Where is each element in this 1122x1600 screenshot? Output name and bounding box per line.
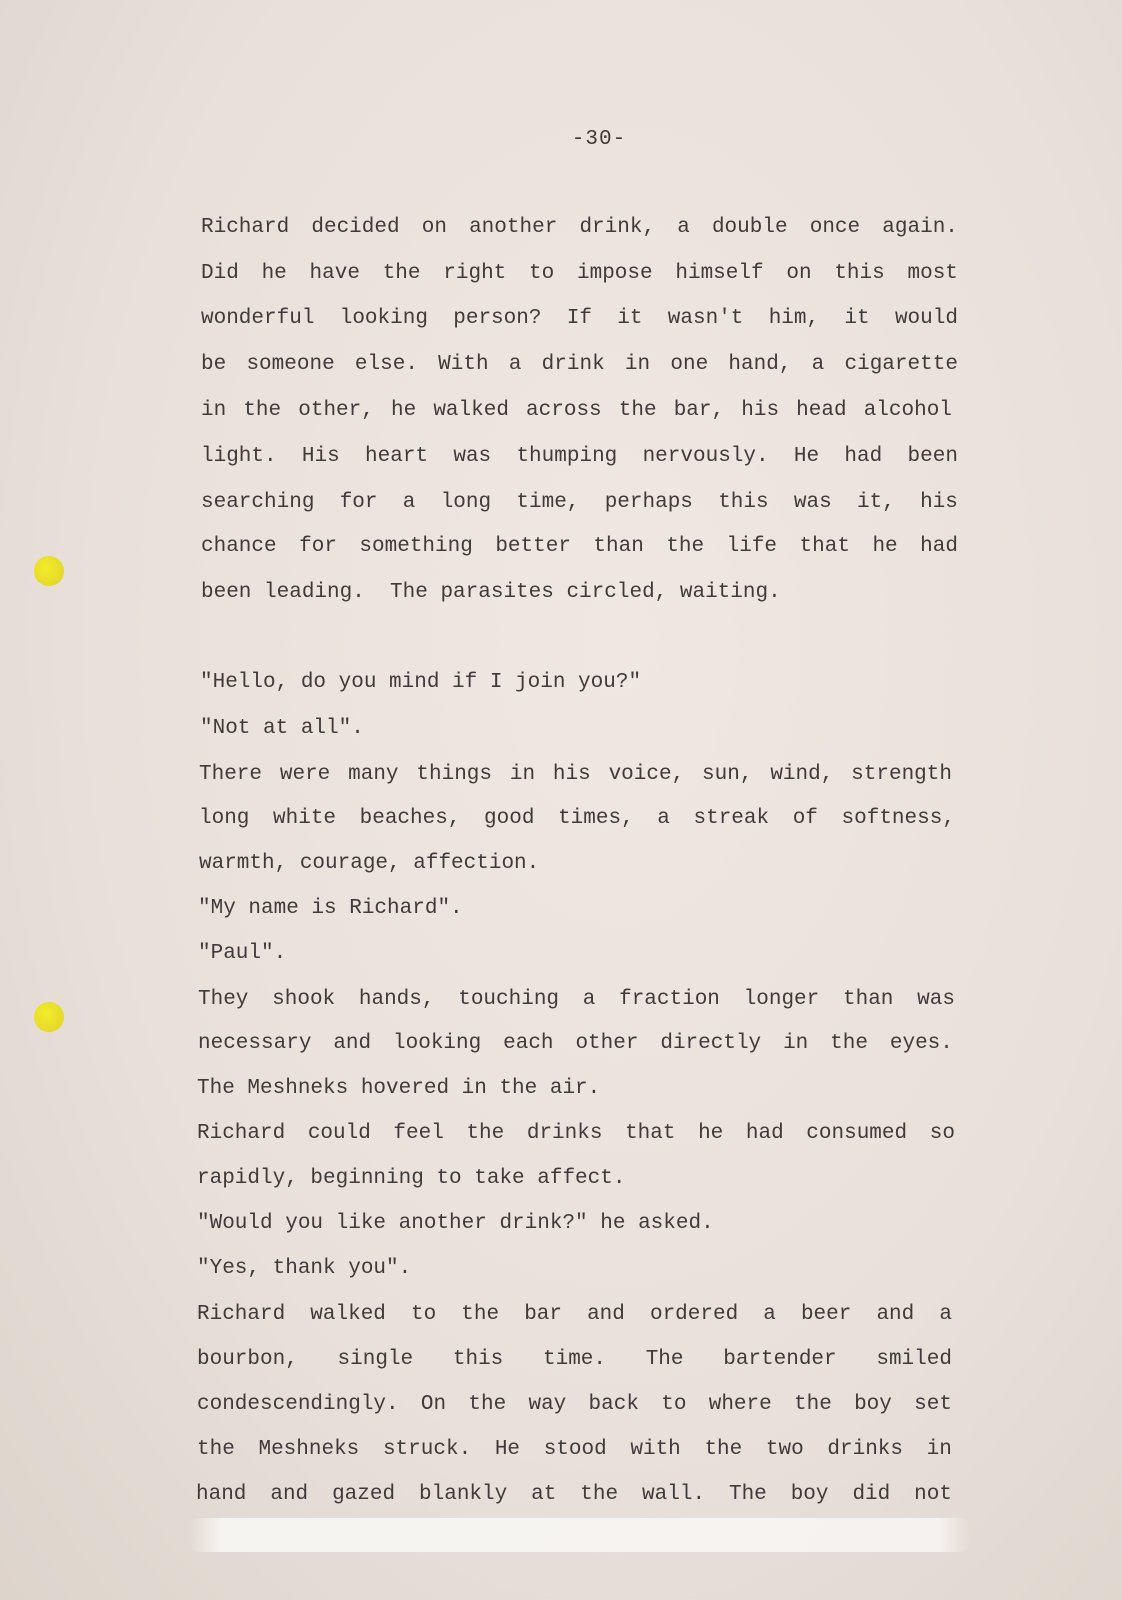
text-line: rapidly, beginning to take affect. (197, 1167, 626, 1190)
word: boy (790, 1483, 829, 1506)
word: shook (272, 988, 336, 1011)
word: his (920, 491, 958, 514)
word: on (786, 262, 812, 285)
word: a (939, 1303, 952, 1326)
word: heart (365, 445, 429, 468)
word: had (745, 1122, 784, 1145)
word: long (440, 491, 492, 514)
word: each (503, 1032, 554, 1055)
word: have (309, 262, 360, 285)
word: he (698, 1122, 724, 1145)
word: to (411, 1303, 437, 1326)
word: strength (851, 763, 952, 786)
word: else. (354, 353, 418, 376)
word: Richard (201, 216, 290, 239)
word: the (382, 262, 421, 285)
word: perhaps (604, 491, 693, 514)
word: drinks (827, 1438, 904, 1461)
word: was (793, 491, 832, 514)
word: chance (201, 535, 277, 558)
word: The (645, 1348, 684, 1371)
word: hand, (728, 353, 792, 376)
word: bar, (673, 399, 725, 422)
word: drinks (526, 1122, 603, 1145)
word: wall. (642, 1483, 706, 1506)
text-line: "My name is Richard". (198, 897, 463, 920)
word: than (842, 988, 894, 1011)
word: sun, (702, 763, 753, 786)
word: had (920, 535, 958, 558)
word: life (726, 535, 778, 558)
word: his (552, 763, 591, 786)
word: double (711, 216, 788, 239)
word: white (273, 807, 337, 830)
word: the (666, 535, 705, 558)
word: it (617, 307, 643, 330)
word: two (765, 1438, 804, 1461)
text-line (201, 490, 958, 516)
word: The (728, 1483, 767, 1506)
word: feel (393, 1122, 444, 1145)
text-line (201, 444, 958, 470)
text-line (201, 215, 958, 241)
word: where (708, 1393, 772, 1416)
word: a (402, 491, 416, 514)
word: a (763, 1303, 776, 1326)
word: thumping (516, 445, 618, 468)
tape-residue (190, 1518, 970, 1552)
word: longer (743, 988, 820, 1011)
word: smiled (876, 1348, 952, 1371)
word: were (279, 763, 331, 786)
word: With (438, 353, 489, 376)
word: His (301, 445, 340, 468)
text-line (197, 1347, 952, 1373)
word: light. (201, 445, 277, 468)
text-line: warmth, courage, affection. (199, 852, 540, 875)
word: better (495, 535, 571, 558)
text-line (198, 987, 955, 1013)
text-line (201, 534, 958, 560)
text-line (199, 806, 955, 832)
word: condescendingly. (197, 1393, 399, 1416)
word: in (624, 353, 651, 376)
text-line (201, 352, 958, 378)
word: bar (524, 1303, 562, 1326)
word: Richard (197, 1303, 286, 1326)
word: the (243, 399, 282, 422)
word: drink (541, 353, 605, 376)
word: he (390, 399, 417, 422)
word: other (575, 1032, 639, 1055)
word: times, (558, 807, 634, 830)
word: a (811, 353, 825, 376)
word: not (914, 1483, 952, 1506)
word: himself (675, 262, 764, 285)
word: fraction (619, 988, 720, 1011)
word: person? (453, 307, 542, 330)
word: stood (543, 1438, 607, 1461)
word: he (872, 535, 898, 558)
text-line: "Not at all". (200, 717, 364, 740)
word: decided (311, 216, 400, 239)
page-number: -30- (571, 128, 627, 151)
word: and (333, 1032, 372, 1055)
word: would (894, 307, 958, 330)
word: was (453, 445, 492, 468)
word: Richard (197, 1122, 286, 1145)
word: at (531, 1483, 557, 1506)
word: again. (882, 216, 958, 239)
word: something (359, 535, 473, 558)
word: There (199, 763, 263, 786)
word: walked (433, 399, 509, 422)
text-line (196, 1482, 952, 1508)
word: head (796, 399, 847, 422)
word: a (657, 807, 670, 830)
word: softness, (841, 807, 955, 830)
word: boy (854, 1393, 892, 1416)
punch-hole-dot (34, 556, 64, 586)
word: and (876, 1303, 915, 1326)
word: set (914, 1393, 952, 1416)
punch-hole-dot (34, 1002, 64, 1032)
word: bartender (723, 1348, 837, 1371)
word: wasn't (667, 307, 744, 330)
word: looking (393, 1032, 482, 1055)
word: looking (339, 307, 428, 330)
word: to (529, 262, 555, 285)
word: the (468, 1393, 507, 1416)
word: a (582, 988, 596, 1011)
word: that (625, 1122, 676, 1145)
word: They (198, 988, 249, 1011)
word: long (199, 807, 250, 830)
word: the (466, 1122, 505, 1145)
word: other, (298, 399, 374, 422)
word: a (677, 216, 690, 239)
word: back (588, 1393, 639, 1416)
word: If (566, 307, 592, 330)
word: it, (856, 491, 895, 514)
word: one (670, 353, 709, 376)
word: He (494, 1438, 521, 1461)
word: and (270, 1483, 309, 1506)
text-line (197, 1392, 952, 1418)
word: the (618, 399, 657, 422)
word: be (201, 353, 227, 376)
word: that (799, 535, 850, 558)
word: ordered (649, 1303, 739, 1326)
word: this (452, 1348, 504, 1371)
word: struck. (382, 1438, 472, 1461)
text-line (201, 261, 958, 287)
word: most (907, 262, 958, 285)
word: touching (458, 988, 560, 1011)
word: been (907, 445, 958, 468)
word: this (718, 491, 769, 514)
word: nervously. (642, 445, 769, 468)
word: in (509, 763, 536, 786)
word: cigarette (844, 353, 958, 376)
word: eyes. (889, 1032, 953, 1055)
word: with (630, 1438, 681, 1461)
text-line: "Yes, thank you". (197, 1257, 412, 1280)
word: voice, (608, 763, 685, 786)
text-line (197, 1302, 952, 1328)
word: another (469, 216, 558, 239)
word: it (844, 307, 870, 330)
word: than (593, 535, 644, 558)
word: wonderful (201, 307, 315, 330)
word: right (443, 262, 507, 285)
text-line: The Meshneks hovered in the air. (197, 1077, 601, 1100)
word: once (809, 216, 861, 239)
word: streak (693, 807, 770, 830)
word: the (197, 1438, 235, 1461)
word: in (783, 1032, 809, 1055)
word: of (792, 807, 818, 830)
word: consumed (806, 1122, 908, 1145)
word: bourbon, (197, 1348, 298, 1371)
word: He (793, 445, 820, 468)
word: necessary (198, 1032, 312, 1055)
word: could (307, 1122, 371, 1145)
word: impose (577, 262, 653, 285)
word: beer (800, 1303, 852, 1326)
word: things (416, 763, 493, 786)
word: on (421, 216, 447, 239)
word: for (339, 491, 378, 514)
word: across (526, 399, 602, 422)
word: the (830, 1032, 868, 1055)
word: the (461, 1303, 500, 1326)
word: blankly (419, 1483, 508, 1506)
word: this (834, 262, 885, 285)
word: him, (768, 307, 820, 330)
word: was (917, 988, 955, 1011)
word: in (926, 1438, 952, 1461)
text-line (197, 1121, 955, 1147)
word: a (508, 353, 522, 376)
word: the (704, 1438, 743, 1461)
word: single (337, 1348, 414, 1371)
word: drink, (579, 216, 656, 239)
word: good (484, 807, 535, 830)
word: time. (542, 1348, 606, 1371)
word: his (741, 399, 780, 422)
word: he (261, 262, 287, 285)
text-line: been leading. The parasites circled, waiting. (201, 581, 781, 604)
text-line: "Would you like another drink?" he asked. (197, 1212, 714, 1235)
word: walked (310, 1303, 386, 1326)
word: had (844, 445, 883, 468)
word: wind, (770, 763, 834, 786)
word: directly (660, 1032, 762, 1055)
text-line (201, 398, 952, 424)
word: beaches, (359, 807, 461, 830)
text-line: "Paul". (198, 942, 287, 965)
word: and (587, 1303, 625, 1326)
word: time, (516, 491, 580, 514)
word: someone (246, 353, 335, 376)
word: to (661, 1393, 687, 1416)
text-line (201, 306, 958, 332)
word: Did (201, 262, 239, 285)
word: many (348, 763, 399, 786)
word: the (580, 1483, 619, 1506)
text-line (199, 762, 952, 788)
word: in (201, 399, 227, 422)
word: On (420, 1393, 447, 1416)
word: for (299, 535, 337, 558)
word: Meshneks (258, 1438, 360, 1461)
text-line (197, 1437, 952, 1463)
word: alcohol (863, 399, 952, 422)
word: hand (196, 1483, 247, 1506)
word: did (852, 1483, 891, 1506)
word: hands, (358, 988, 435, 1011)
word: searching (201, 491, 315, 514)
word: way (528, 1393, 567, 1416)
word: gazed (332, 1483, 396, 1506)
word: the (794, 1393, 832, 1416)
word: so (929, 1122, 955, 1145)
text-line: "Hello, do you mind if I join you?" (200, 671, 642, 694)
text-line (198, 1031, 953, 1057)
